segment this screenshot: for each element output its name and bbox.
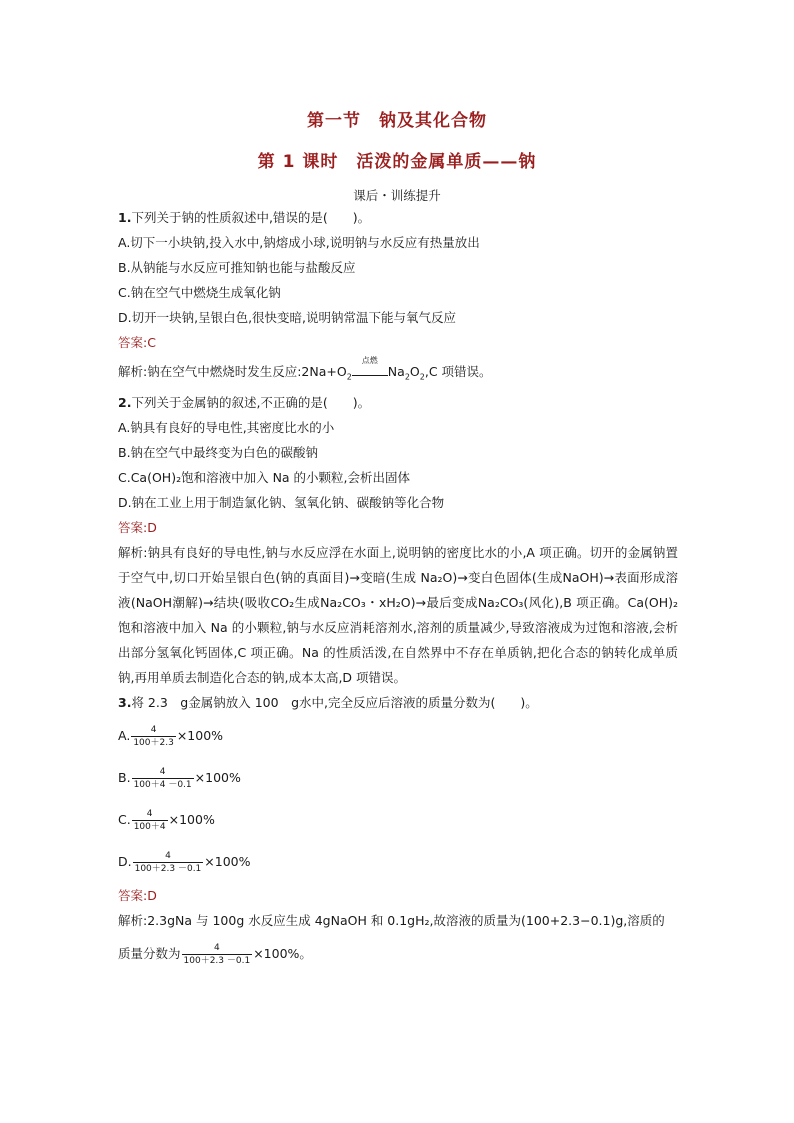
answer: 答案:D [118,887,157,903]
question-stem [118,690,678,715]
question-stem-text: 下列关于钠的性质叙述中,错误的是( )。 [131,210,371,225]
fraction: $\frac{4}{100+2.3}$ [133,724,174,748]
answer: 答案:C [118,335,156,350]
option-b: B. $\frac{4}{100+4 -0.1}$ ×100% [118,766,241,790]
question-stem-text: 下列关于金属钠的叙述,不正确的是( )。 [131,394,371,410]
lesson-title: 第 1 课时 活泼的金属单质——钠 [257,152,537,172]
fraction: $\frac{4}{100+2.3 -0.1}$ [134,850,202,874]
question-stem [118,205,678,230]
analysis-product: Na [387,364,405,379]
answer: 答案:D [118,519,157,535]
option-b: B.钠在空气中最终变为白色的碳酸钠 [118,444,319,460]
subtitle: 课后・训练提升 [353,188,441,203]
question-number: 3. [118,694,132,710]
question-1 [118,205,678,390]
question-number: 1. [118,210,132,225]
section-title: 第一节 钠及其化合物 [307,111,487,131]
fraction: $\frac{4}{100+4 -0.1}$ [133,766,192,790]
fraction: $\frac{4}{100+4}$ [133,808,166,832]
option-b: B.从钠能与水反应可推知钠也能与盐酸反应 [118,260,356,275]
analysis: 解析:钠在空气中燃烧时发生反应$:2Na+O_2$ 点燃 $Na_2O_2,C$ 项错误。 [118,356,492,382]
option-d: D.钠在工业上用于制造氯化钠、氢氧化钠、碳酸钠等化合物 [118,494,445,510]
option-c: C.钠在空气中燃烧生成氧化钠 [118,285,281,300]
question-stem-text: 将 2.3 g金属钠放入 100 g水中,完全反应后溶液的质量分数为( )。 [131,694,538,710]
reaction-condition: 点燃 [361,356,378,365]
option-c: C. $\frac{4}{100+4}$ ×100% [118,808,215,832]
analysis-prefix: 解析:钠在空气中燃烧时发生反应:2Na+O [118,364,347,379]
option-a: A. $\frac{4}{100+2.3}$ ×100% [118,724,224,748]
question-number: 2. [118,394,132,410]
question-list [118,205,678,975]
option-c: C.Ca(OH)₂饱和溶液中加入 Na 的小颗粒,会析出固体 [118,469,411,485]
question-stem [118,390,678,415]
option-d: D. $\frac{4}{100+2.3 -0.1}$ ×100% [118,850,251,874]
analysis-line-2: 质量分数为 $\frac{4}{100+2.3 -0.1}$ ×100%。 [118,942,312,966]
option-d: D.切开一块钠,呈银白色,很快变暗,说明钠常温下能与氧气反应 [118,310,457,325]
analysis-suffix: ,C 项错误。 [424,364,492,379]
option-a: A.切下一小块钠,投入水中,钠熔成小球,说明钠与水反应有热量放出 [118,235,480,250]
option-a: A.钠具有良好的导电性,其密度比水的小 [118,419,335,435]
reaction-arrow [352,356,388,376]
analysis: 解析:钠具有良好的导电性,钠与水反应浮在水面上,说明钠的密度比水的小,A 项正确。切开的金属钠置于空气中,切口开始呈银白色(钠的真面目)→变暗(生成 Na₂O)→变白色固体(生成NaOH)→表面形成溶液(NaOH潮解)→结块(吸收CO₂生成Na₂CO₃・xH₂O)→最后变成Na₂CO₃(风化),B 项正确。Ca(OH)₂饱和溶液中加入 Na 的小颗粒,钠与水反应消耗溶剂水,溶剂的质量减少,导致溶液成为过饱和溶液,会析出部分氢氧化钙固体,C 项正确。Na 的性质活泼,在自然界中不存在单质钠,把化合态的钠转化成单质钠,再用单质去制造化合态的钠,成本太高,D 项错误。 [118,544,678,685]
question-2 [118,390,678,690]
analysis-line-1: 解析:2.3gNa 与 100g 水反应生成 4gNaOH 和 0.1gH₂,故溶液的质量为(100+2.3−0.1)g,溶质的 [118,912,665,928]
question-3 [118,690,678,975]
fraction: $\frac{4}{100+2.3 -0.1}$ [183,942,251,966]
